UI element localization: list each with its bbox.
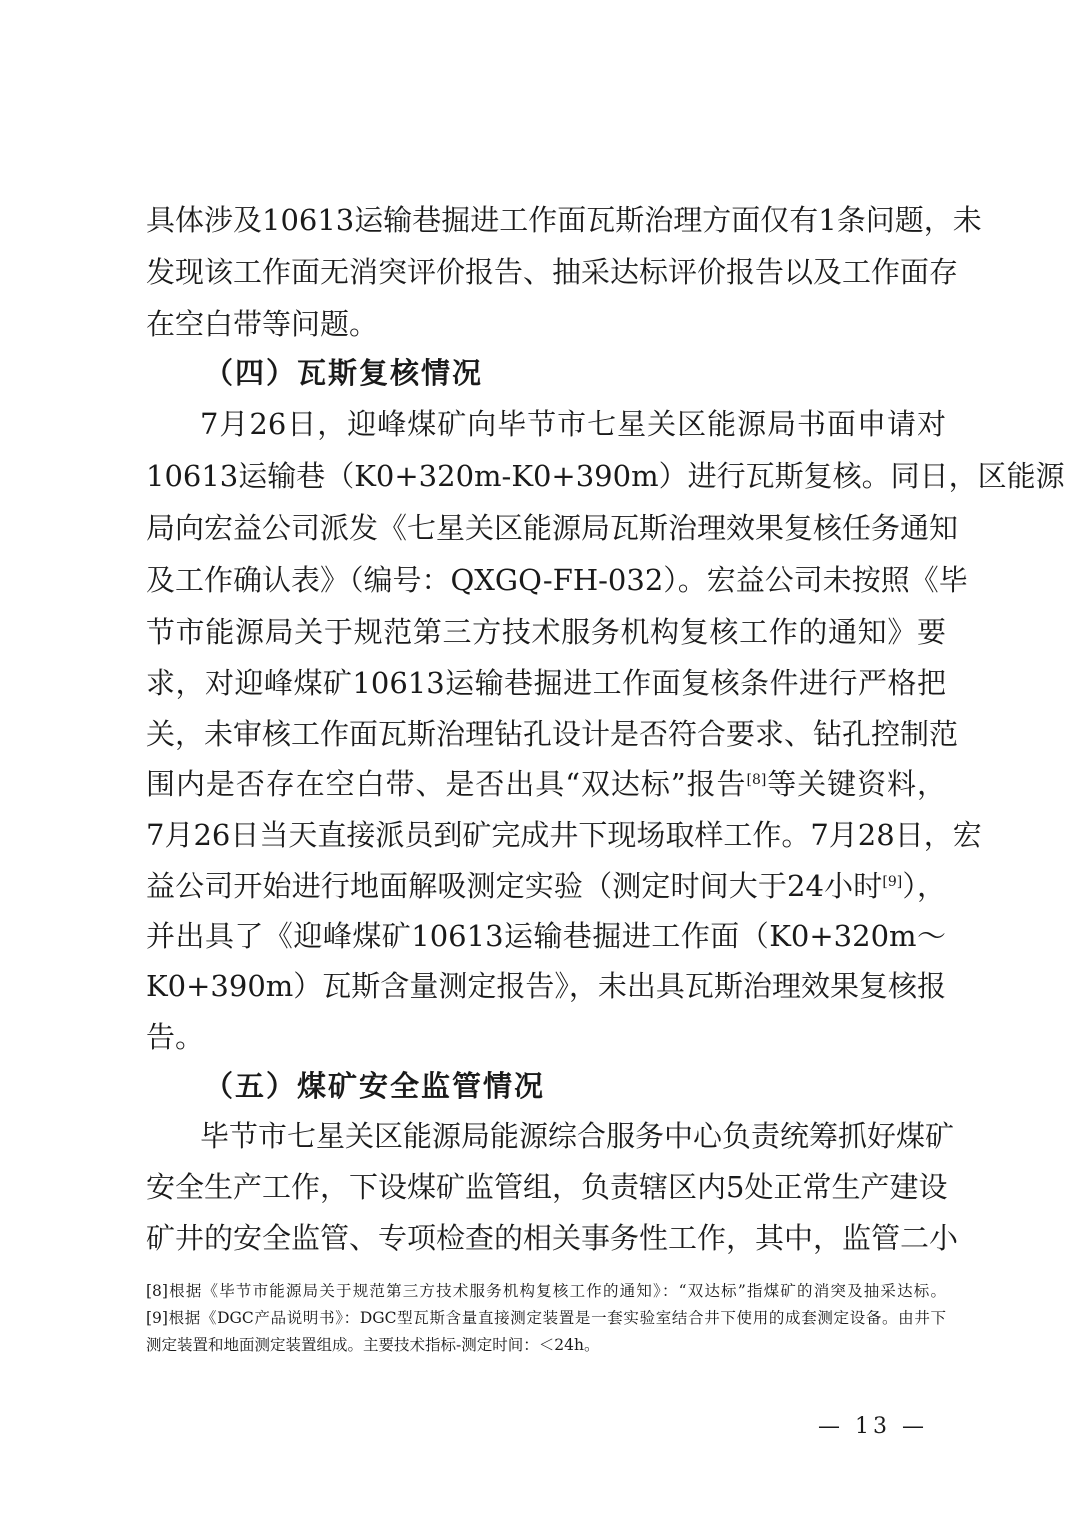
- section-heading-4: （四）瓦斯复核情况: [204, 356, 484, 390]
- body-line-with-footnote: [146, 866, 946, 906]
- body-line: 求，对迎峰煤矿10613运输巷掘进工作面复核条件进行严格把: [146, 666, 946, 700]
- footnote-ref-8[interactable]: [8]: [746, 772, 767, 788]
- body-line: 安全生产工作，下设煤矿监管组，负责辖区内5处正常生产建设: [146, 1170, 948, 1204]
- body-line: 毕节市七星关区能源局能源综合服务中心负责统筹抓好煤矿: [200, 1119, 955, 1153]
- body-text: 等关键资料，: [766, 767, 946, 801]
- body-line: 发现该工作面无消突评价报告、抽采达标评价报告以及工作面存: [146, 255, 959, 289]
- body-line: 7月26日，迎峰煤矿向毕节市七星关区能源局书面申请对: [200, 407, 946, 441]
- body-text: ），: [902, 869, 946, 903]
- body-line: 节市能源局关于规范第三方技术服务机构复核工作的通知》要: [146, 615, 946, 649]
- body-line: 并出具了《迎峰煤矿10613运输巷掘进工作面（K0+320m～: [146, 919, 946, 953]
- body-text: 围内是否存在空白带、是否出具“双达标”报告: [146, 767, 747, 801]
- body-line: 局向宏益公司派发《七星关区能源局瓦斯治理效果复核任务通知: [146, 511, 959, 545]
- footnote-9-continued: 测定装置和地面测定装置组成。主要技术指标-测定时间：＜24h。: [146, 1336, 600, 1354]
- body-line: 关，未审核工作面瓦斯治理钻孔设计是否符合要求、钻孔控制范: [146, 717, 959, 751]
- body-line: 矿井的安全监管、专项检查的相关事务性工作，其中，监管二小: [146, 1221, 959, 1255]
- body-line: K0+390m）瓦斯含量测定报告》，未出具瓦斯治理效果复核报: [146, 969, 946, 1003]
- page-number: — 13 —: [818, 1414, 928, 1439]
- footnote-8: [8]根据《毕节市能源局关于规范第三方技术服务机构复核工作的通知》：“双达标”指煤矿的消突及抽采达标。: [146, 1282, 946, 1300]
- section-heading-5: （五）煤矿安全监管情况: [204, 1069, 546, 1103]
- body-line: 及工作确认表》（编号：QXGQ-FH-032）。宏益公司未按照《毕: [146, 563, 968, 597]
- body-line: 告。: [146, 1020, 205, 1054]
- body-text: 益公司开始进行地面解吸测定实验（测定时间大于24小时: [146, 869, 883, 903]
- footnote-ref-9[interactable]: [9]: [882, 874, 903, 890]
- body-line: 7月26日当天直接派员到矿完成井下现场取样工作。7月28日，宏: [146, 818, 982, 852]
- body-line: 具体涉及10613运输巷掘进工作面瓦斯治理方面仅有1条问题，未: [146, 203, 982, 237]
- body-line: 在空白带等问题。: [146, 307, 379, 341]
- body-line-with-footnote: [146, 764, 946, 804]
- body-line: 10613运输巷（K0+320m-K0+390m）进行瓦斯复核。同日，区能源: [146, 459, 1065, 493]
- footnote-9: [9]根据《DGC产品说明书》：DGC型瓦斯含量直接测定装置是一套实验室结合井下使用的成套测定设备。由井下: [146, 1309, 946, 1327]
